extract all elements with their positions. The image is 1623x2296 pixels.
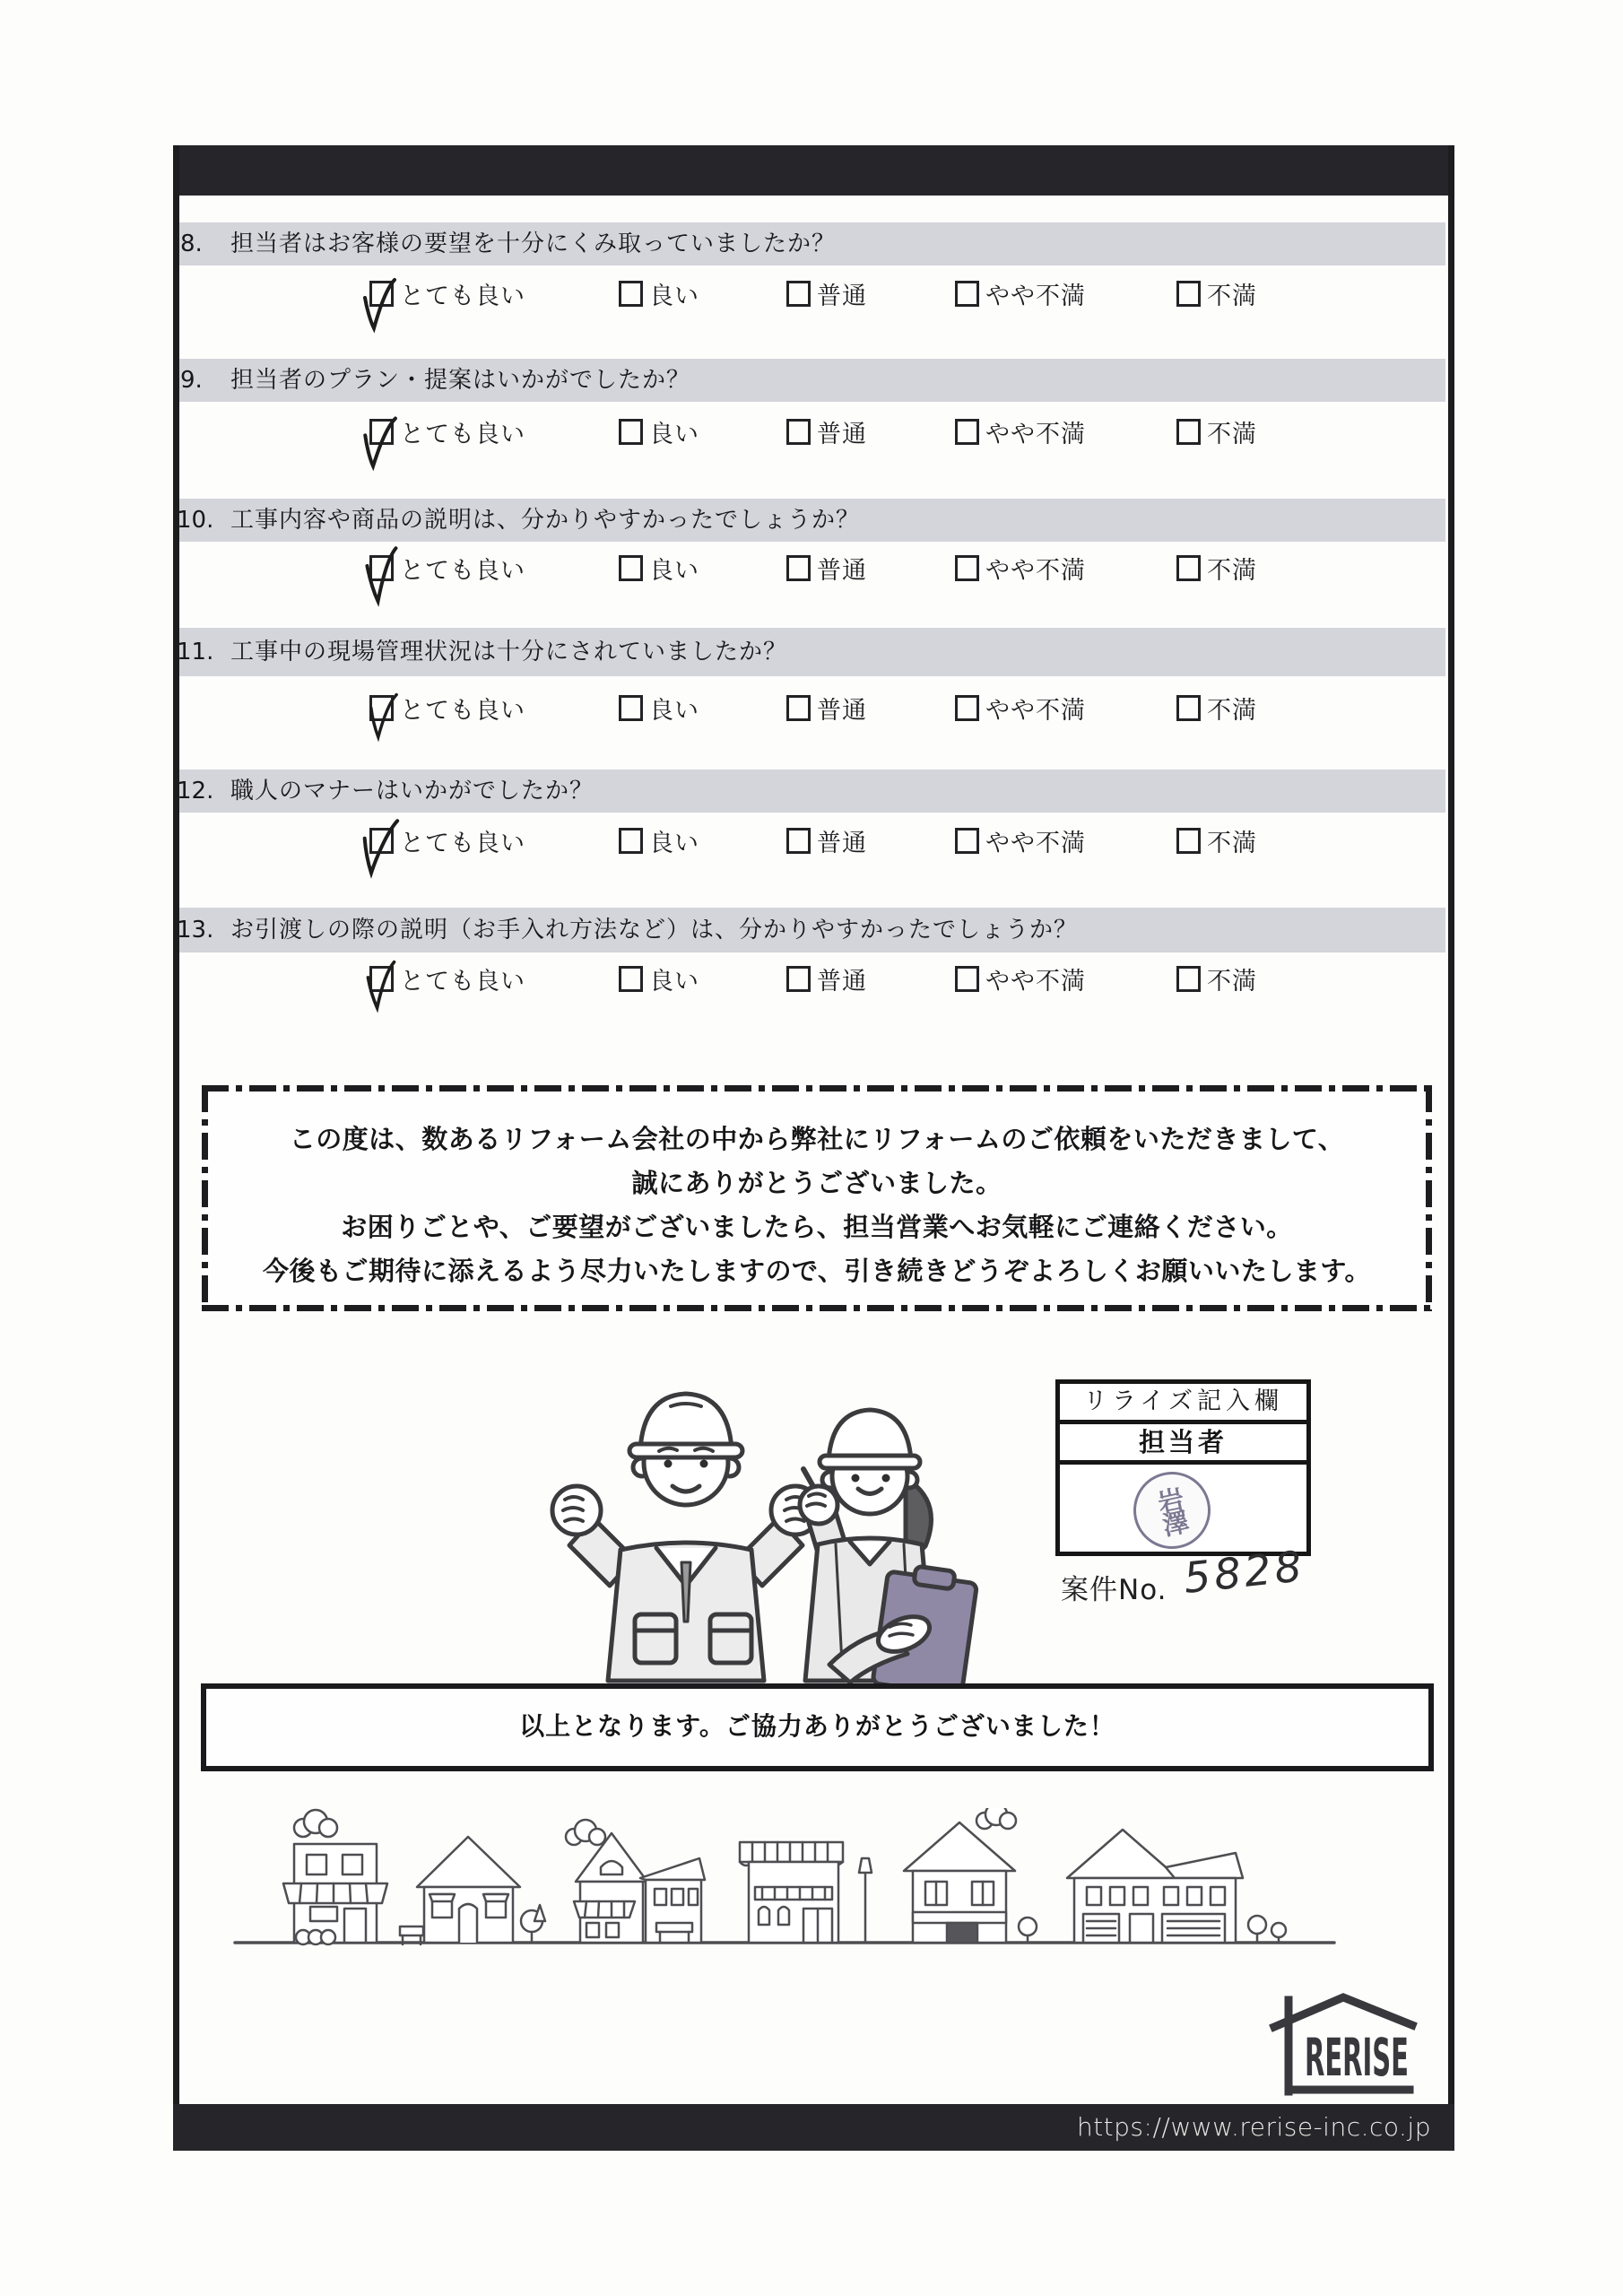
option-dissatisfied[interactable] <box>1176 694 1257 725</box>
option-label: 普通 <box>817 829 867 857</box>
question-text: 担当者のプラン・提案はいかがでしたか？ <box>230 367 691 394</box>
option-good[interactable] <box>619 280 699 310</box>
option-normal[interactable] <box>786 280 867 310</box>
checkbox-dissatisfied[interactable] <box>1176 555 1201 581</box>
checkbox-very-good[interactable] <box>369 419 394 445</box>
checkbox-normal[interactable] <box>786 695 811 721</box>
box-border <box>202 1085 1432 1091</box>
option-label: 普通 <box>817 282 867 310</box>
checkbox-very-good[interactable] <box>369 281 394 307</box>
option-normal[interactable] <box>786 554 867 585</box>
option-label: 普通 <box>817 967 867 996</box>
message-line: 誠にありがとうございました。 <box>631 1168 1002 1198</box>
checkbox-good[interactable] <box>619 281 643 307</box>
option-label: とても良い <box>400 556 525 585</box>
option-label: 良い <box>649 556 699 585</box>
option-label: 普通 <box>817 420 867 448</box>
page-top-bar <box>173 145 1454 196</box>
thank-you-message <box>202 1118 1432 1293</box>
option-label: 不満 <box>1207 829 1257 857</box>
option-label: やや不満 <box>985 696 1086 725</box>
option-very-good[interactable] <box>369 418 525 448</box>
option-good[interactable] <box>619 554 699 585</box>
staff-box-header: リライズ記入欄 <box>1060 1384 1306 1424</box>
option-label: とても良い <box>400 829 525 857</box>
option-label: やや不満 <box>985 829 1086 857</box>
checkbox-dissatisfied[interactable] <box>1176 966 1201 992</box>
option-label: 良い <box>649 829 699 857</box>
message-line: この度は、数あるリフォーム会社の中から弊社にリフォームのご依頼をいただきまして、 <box>289 1124 1345 1154</box>
checkbox-somewhat-dissatisfied[interactable] <box>955 966 979 992</box>
option-very-good[interactable] <box>369 554 525 585</box>
staff-entry-box <box>1055 1379 1311 1556</box>
message-line: 今後もご期待に添えるよう尽力いたしますので、引き続きどうぞよろしくお願いいたします。 <box>262 1256 1372 1286</box>
closing-text: 以上となります。ご協力ありがとうございました！ <box>519 1711 1115 1741</box>
company-url[interactable]: https://www.rerise-inc.co.jp <box>1076 2112 1431 2142</box>
option-label: とても良い <box>400 420 525 448</box>
checkbox-good[interactable] <box>619 695 643 721</box>
checkbox-very-good[interactable] <box>369 555 394 581</box>
option-label: 良い <box>649 420 699 448</box>
option-dissatisfied[interactable] <box>1176 280 1257 310</box>
option-somewhat-dissatisfied[interactable] <box>955 827 1086 857</box>
option-very-good[interactable] <box>369 694 525 725</box>
workers-illustration <box>520 1369 1022 1683</box>
checkbox-normal[interactable] <box>786 828 811 854</box>
question-number: 9. <box>180 367 203 394</box>
question-text: 担当者はお客様の要望を十分にくみ取っていましたか？ <box>230 230 837 257</box>
hanko-stamp <box>1126 1465 1218 1556</box>
message-line: お困りごとや、ご要望がございましたら、担当営業へお気軽にご連絡ください。 <box>341 1212 1293 1242</box>
box-border <box>202 1305 1432 1311</box>
option-somewhat-dissatisfied[interactable] <box>955 965 1086 996</box>
option-normal[interactable] <box>786 965 867 996</box>
question-text: 工事内容や商品の説明は、分かりやすかったでしょうか？ <box>230 507 861 534</box>
checkbox-very-good[interactable] <box>369 966 394 992</box>
option-label: 不満 <box>1207 967 1257 996</box>
option-label: 良い <box>649 967 699 996</box>
checkbox-somewhat-dissatisfied[interactable] <box>955 419 979 445</box>
checkbox-somewhat-dissatisfied[interactable] <box>955 695 979 721</box>
case-number-handwritten: 5828 <box>1181 1542 1308 1604</box>
checkbox-good[interactable] <box>619 966 643 992</box>
closing-banner <box>201 1683 1434 1771</box>
question-number: 8. <box>180 230 203 257</box>
townscape-illustration <box>224 1808 1345 1956</box>
case-number-label: 案件No. <box>1061 1574 1167 1606</box>
option-normal[interactable] <box>786 418 867 448</box>
checkbox-normal[interactable] <box>786 966 811 992</box>
option-label: やや不満 <box>985 967 1086 996</box>
rerise-logo <box>1268 1989 1428 2104</box>
option-good[interactable] <box>619 418 699 448</box>
checkbox-dissatisfied[interactable] <box>1176 419 1201 445</box>
question-number: 10. <box>177 507 214 534</box>
checkbox-normal[interactable] <box>786 281 811 307</box>
thank-you-box <box>202 1085 1432 1311</box>
checkbox-dissatisfied[interactable] <box>1176 281 1201 307</box>
staff-stamp-cell <box>1060 1465 1306 1552</box>
question-text: 職人のマナーはいかがでしたか？ <box>230 778 595 804</box>
checkbox-very-good[interactable] <box>369 695 394 721</box>
option-very-good[interactable] <box>369 965 525 996</box>
checkbox-normal[interactable] <box>786 555 811 581</box>
checkbox-normal[interactable] <box>786 419 811 445</box>
option-label: とても良い <box>400 696 525 725</box>
option-normal[interactable] <box>786 827 867 857</box>
checkbox-dissatisfied[interactable] <box>1176 695 1201 721</box>
option-label: 普通 <box>817 696 867 725</box>
option-normal[interactable] <box>786 694 867 725</box>
checkbox-somewhat-dissatisfied[interactable] <box>955 555 979 581</box>
option-somewhat-dissatisfied[interactable] <box>955 418 1086 448</box>
option-label: 普通 <box>817 556 867 585</box>
checkbox-dissatisfied[interactable] <box>1176 828 1201 854</box>
checkbox-good[interactable] <box>619 419 643 445</box>
option-label: 不満 <box>1207 696 1257 725</box>
stamp-name: 岩澤 <box>1151 1484 1192 1537</box>
option-dissatisfied[interactable] <box>1176 827 1257 857</box>
option-label: 良い <box>649 282 699 310</box>
option-dissatisfied[interactable] <box>1176 965 1257 996</box>
option-very-good[interactable] <box>369 280 525 310</box>
option-label: 不満 <box>1207 282 1257 310</box>
option-label: とても良い <box>400 282 525 310</box>
option-somewhat-dissatisfied[interactable] <box>955 554 1086 585</box>
question-text: 工事中の現場管理状況は十分にされていましたか？ <box>230 639 788 665</box>
option-good[interactable] <box>619 965 699 996</box>
option-label: とても良い <box>400 967 525 996</box>
option-label: やや不満 <box>985 420 1086 448</box>
option-somewhat-dissatisfied[interactable] <box>955 280 1086 310</box>
option-dissatisfied[interactable] <box>1176 418 1257 448</box>
page-bottom-bar <box>173 2104 1454 2151</box>
question-number: 13. <box>177 917 214 944</box>
checkbox-good[interactable] <box>619 828 643 854</box>
staff-box-row-label: 担当者 <box>1060 1424 1306 1465</box>
option-somewhat-dissatisfied[interactable] <box>955 694 1086 725</box>
page-left-border <box>173 145 179 2151</box>
page-right-border <box>1448 145 1454 2151</box>
option-very-good[interactable] <box>369 827 525 857</box>
question-number: 12. <box>177 778 214 804</box>
rerise-logo-text: RERISE <box>1305 2027 1409 2088</box>
option-label: やや不満 <box>985 556 1086 585</box>
question-number: 11. <box>177 639 214 665</box>
option-good[interactable] <box>619 827 699 857</box>
checkbox-good[interactable] <box>619 555 643 581</box>
option-label: やや不満 <box>985 282 1086 310</box>
option-label: 良い <box>649 696 699 725</box>
option-label: 不満 <box>1207 556 1257 585</box>
option-dissatisfied[interactable] <box>1176 554 1257 585</box>
question-text: お引渡しの際の説明（お手入れ方法など）は、分かりやすかったでしょうか？ <box>230 917 1079 944</box>
checkbox-very-good[interactable] <box>369 828 394 854</box>
option-label: 不満 <box>1207 420 1257 448</box>
checkbox-somewhat-dissatisfied[interactable] <box>955 828 979 854</box>
checkbox-somewhat-dissatisfied[interactable] <box>955 281 979 307</box>
option-good[interactable] <box>619 694 699 725</box>
